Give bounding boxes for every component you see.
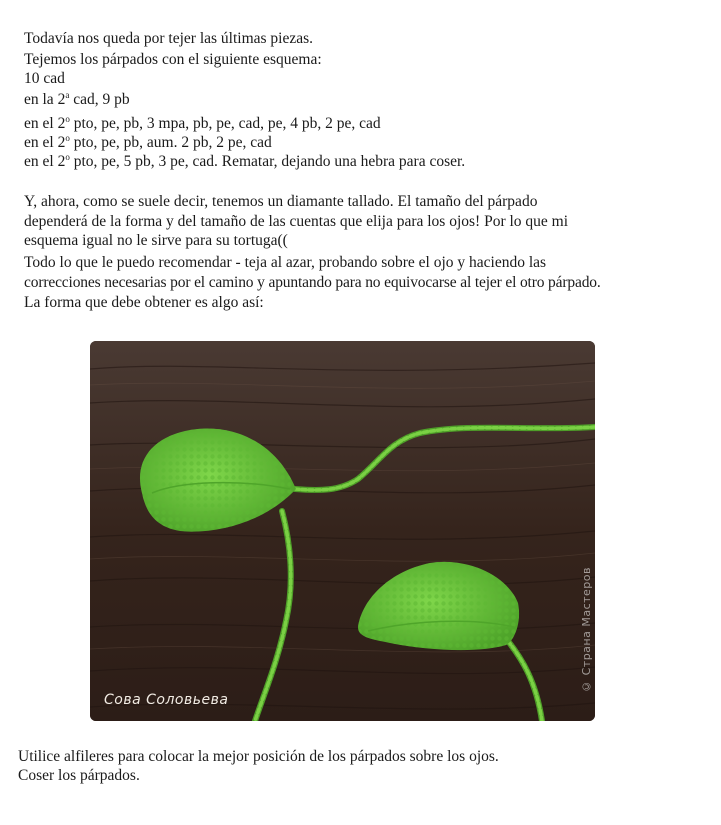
text-line: La forma que debe obtener es algo así:: [24, 294, 264, 311]
text-line: Todavía nos queda por tejer las últimas piezas.: [24, 30, 314, 47]
text-line: dependerá de la forma y del tamaño de las cuentas que elija para los ojos! Por lo que mi: [24, 213, 569, 230]
text-line: Y, ahora, como se suele decir, tenemos un diamante tallado. El tamaño del párpado: [24, 193, 538, 210]
text-line: correcciones necesarias por el camino y apuntando para no equivocarse al tejer el otro párpado.: [24, 274, 601, 291]
photo-illustration: [90, 341, 595, 721]
text-line: 10 cad: [24, 70, 65, 87]
text-line: en el 2$^o$ pto, pe, 5 pb, 3 pe, cad. Rematar, dejando una hebra para coser.: [24, 152, 466, 170]
text-line: Coser los párpados.: [18, 767, 140, 784]
crochet-eyelids-photo: [90, 341, 595, 721]
text-line: Todo lo que le puedo recomendar - teja al azar, probando sobre el ojo y haciendo las: [24, 254, 547, 271]
wood-background: [90, 341, 595, 721]
text-line: en el 2$^o$ pto, pe, pb, aum. 2 pb, 2 pe, cad: [24, 133, 272, 151]
text-line: en la 2$^a$ cad, 9 pb: [24, 90, 130, 108]
text-line: Utilice alfileres para colocar la mejor posición de los párpados sobre los ojos.: [18, 748, 499, 765]
text-line: esquema igual no le sirve para su tortuga((: [24, 232, 288, 249]
watermark: © Страна Мастеров: [580, 567, 593, 693]
signature: Сова Соловьева: [104, 692, 229, 708]
text-line: en el 2$^o$ pto, pe, pb, 3 mpa, pb, pe, cad, pe, 4 pb, 2 pe, cad: [24, 114, 381, 132]
text-line: Tejemos los párpados con el siguiente esquema:: [24, 51, 322, 68]
